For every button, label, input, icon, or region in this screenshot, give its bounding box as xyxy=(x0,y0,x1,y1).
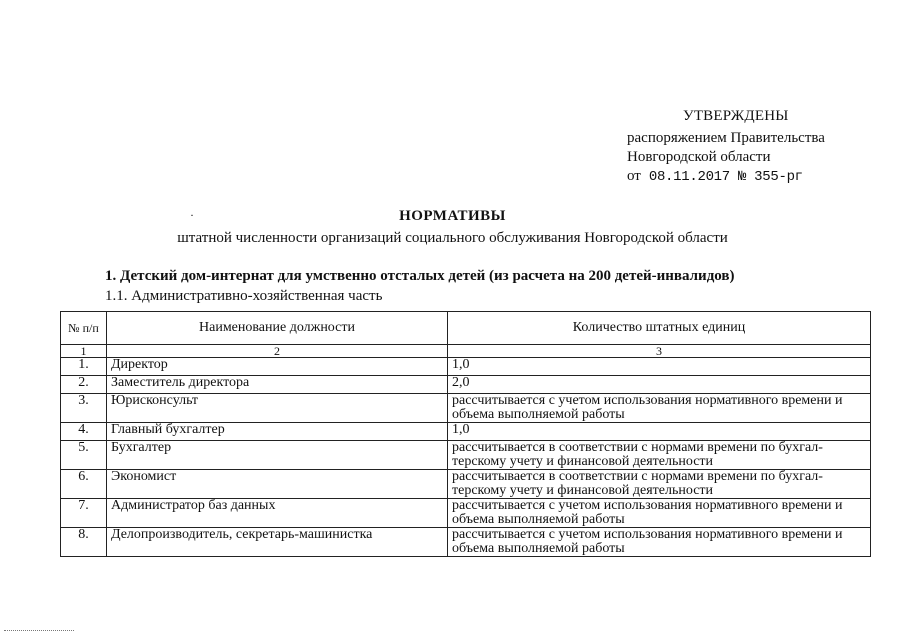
row-units: рассчитывается с учетом использования нормативного времени и объема выполняемой работы xyxy=(448,499,871,528)
subsection-heading: 1.1. Административно-хозяйственная часть xyxy=(105,288,383,304)
row-units: 2,0 xyxy=(448,376,871,394)
row-position: Бухгалтер xyxy=(107,441,448,470)
table-row xyxy=(61,358,871,376)
table-row xyxy=(61,499,871,528)
row-number: 5. xyxy=(61,441,107,470)
table-row xyxy=(61,423,871,441)
row-units: 1,0 xyxy=(448,358,871,376)
index-cell: 3 xyxy=(448,345,871,358)
row-position: Юрисконсульт xyxy=(107,394,448,423)
table-row xyxy=(61,441,871,470)
index-cell: 1 xyxy=(61,345,107,358)
staff-norms-table xyxy=(60,311,871,557)
document-title: НОРМАТИВЫ xyxy=(399,208,506,224)
approval-line-1: распоряжением Правительства xyxy=(627,130,825,146)
document-subtitle: штатной численности организаций социального обслуживания Новгородской области xyxy=(177,230,728,246)
row-position: Директор xyxy=(107,358,448,376)
row-position: Заместитель директора xyxy=(107,376,448,394)
row-position: Делопроизводитель, секретарь-машинистка xyxy=(107,528,448,557)
row-number: 6. xyxy=(61,470,107,499)
dot-mark: · xyxy=(190,208,194,222)
index-cell: 2 xyxy=(107,345,448,358)
table-header-row xyxy=(61,312,871,345)
approval-line-2: Новгородской области xyxy=(627,149,771,165)
approval-decree-stamp: 08.11.2017 № 355-рг xyxy=(648,169,803,185)
row-position: Администратор баз данных xyxy=(107,499,448,528)
header-position: Наименование должности xyxy=(107,312,448,345)
table-index-row xyxy=(61,345,871,358)
scan-mark xyxy=(4,630,74,635)
row-units: 1,0 xyxy=(448,423,871,441)
table-row xyxy=(61,394,871,423)
row-number: 1. xyxy=(61,358,107,376)
row-number: 7. xyxy=(61,499,107,528)
table-row xyxy=(61,470,871,499)
row-units: рассчитывается с учетом использования нормативного времени и объема выполняемой работы xyxy=(448,528,871,557)
approval-title: УТВЕРЖДЕНЫ xyxy=(683,108,789,124)
row-position: Главный бухгалтер xyxy=(107,423,448,441)
row-number: 4. xyxy=(61,423,107,441)
row-number: 2. xyxy=(61,376,107,394)
table-row xyxy=(61,528,871,557)
row-number: 3. xyxy=(61,394,107,423)
row-units: рассчитывается с учетом использования нормативного времени и объема выполняемой работы xyxy=(448,394,871,423)
section-heading: 1. Детский дом-интернат для умственно отсталых детей (из расчета на 200 детей-инвалидов) xyxy=(105,268,735,284)
row-number: 8. xyxy=(61,528,107,557)
row-position: Экономист xyxy=(107,470,448,499)
approval-from-label: от xyxy=(627,168,641,184)
row-units: рассчитывается в соответствии с нормами времени по бухгал-терскому учету и финансовой деятельности xyxy=(448,441,871,470)
approval-decree-line xyxy=(627,168,803,185)
table-row xyxy=(61,376,871,394)
header-units: Количество штатных единиц xyxy=(448,312,871,345)
row-units: рассчитывается в соответствии с нормами времени по бухгал-терскому учету и финансовой деятельности xyxy=(448,470,871,499)
header-number: № п/п xyxy=(61,312,107,345)
